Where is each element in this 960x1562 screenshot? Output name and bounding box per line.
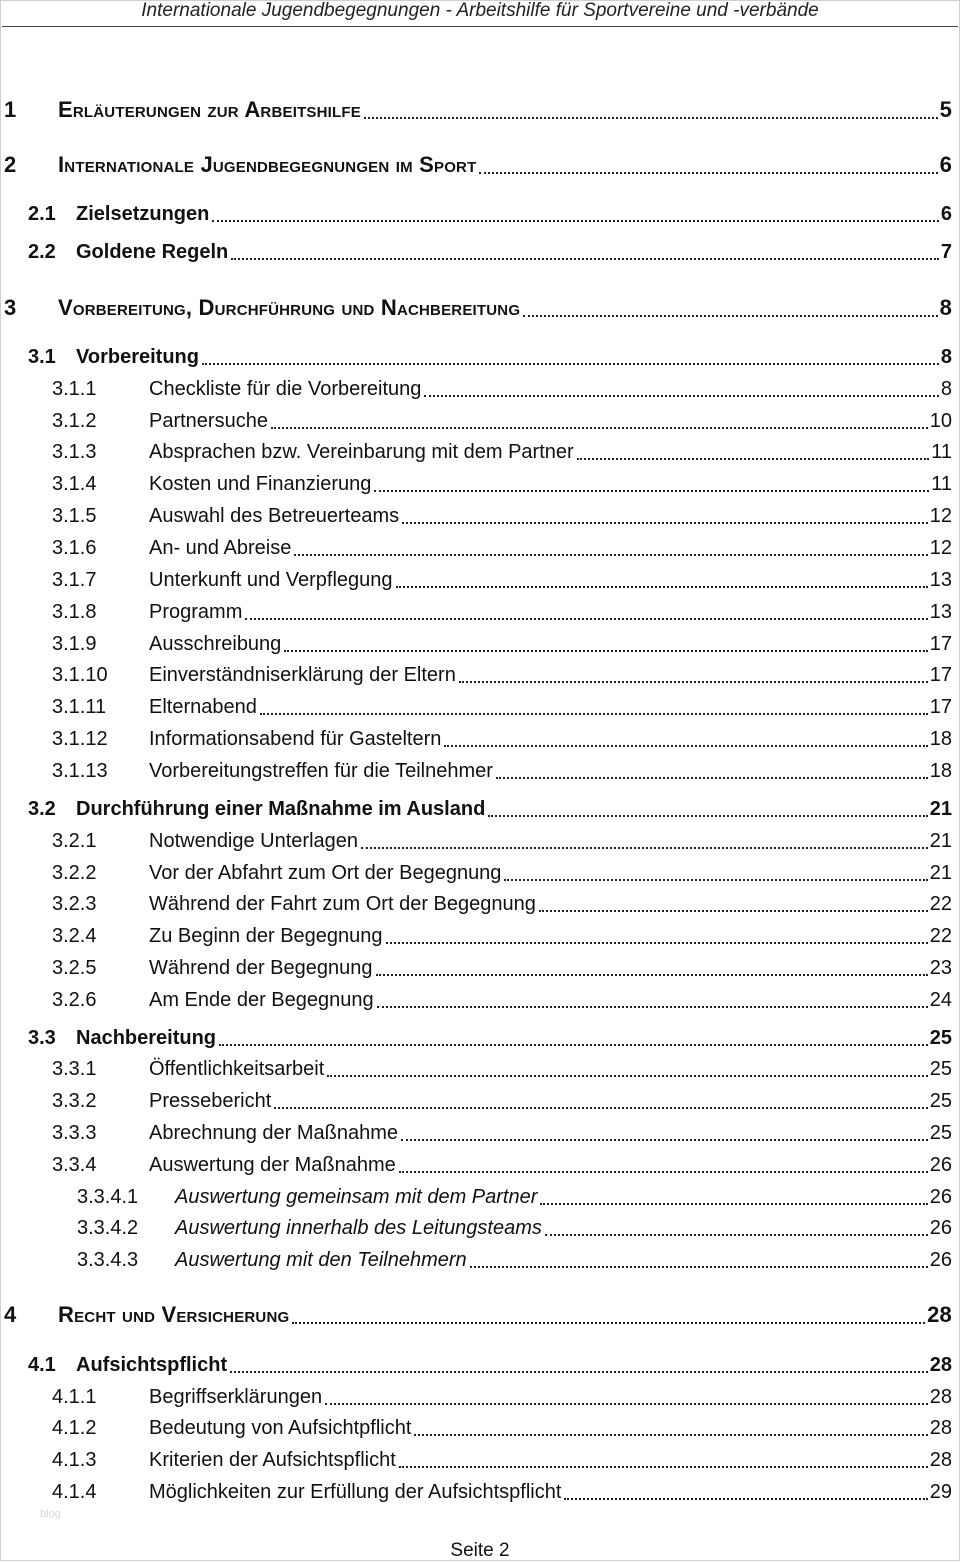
- toc-entry-title: Internationale Jugendbegegnungen im Sport: [58, 152, 477, 177]
- dot-leader: [377, 1006, 928, 1008]
- toc-entry-number: 3.1.10: [52, 664, 108, 686]
- toc-entry-title: Kriterien der Aufsichtspflicht: [149, 1449, 396, 1471]
- toc-entry[interactable]: [0, 664, 960, 687]
- dot-leader: [292, 1322, 925, 1324]
- toc-entry-title: Notwendige Unterlagen: [149, 830, 359, 852]
- toc-entry-page: 24: [929, 989, 952, 1011]
- header-rule: [2, 26, 958, 27]
- dot-leader: [539, 910, 928, 912]
- toc-entry[interactable]: [0, 152, 960, 178]
- toc-entry[interactable]: [0, 798, 960, 821]
- toc-entry-number: 3.1.3: [52, 441, 97, 463]
- toc-entry[interactable]: [0, 925, 960, 948]
- toc-entry-title: Unterkunft und Verpflegung: [149, 569, 393, 591]
- toc-entry[interactable]: [0, 957, 960, 980]
- toc-entry-title: Bedeutung von Aufsichtpflicht: [149, 1417, 412, 1439]
- dot-leader: [401, 1139, 928, 1141]
- toc-entry-title: Während der Begegnung: [149, 957, 373, 979]
- toc-entry[interactable]: [0, 1186, 960, 1209]
- toc-entry-page: 21: [929, 830, 952, 852]
- dot-leader: [274, 1107, 927, 1109]
- toc-entry-page: 28: [929, 1417, 952, 1439]
- toc-entry-page: 13: [929, 569, 952, 591]
- toc-entry-number: 3.2.5: [52, 957, 97, 979]
- dot-leader: [361, 847, 928, 849]
- toc-entry[interactable]: [0, 1154, 960, 1177]
- toc-entry-number: 3.1.8: [52, 601, 97, 623]
- toc-entry-number: 3.3.4.2: [77, 1217, 139, 1239]
- toc-entry-page: 26: [929, 1217, 952, 1239]
- dot-leader: [488, 815, 927, 817]
- toc-entry-page: 13: [929, 601, 952, 623]
- dot-leader: [230, 1371, 928, 1373]
- toc-entry-title: Durchführung einer Maßnahme im Ausland: [76, 798, 486, 820]
- toc-entry-page: 25: [929, 1122, 952, 1144]
- toc-entry-page: 28: [929, 1354, 952, 1376]
- toc-entry[interactable]: [0, 633, 960, 656]
- toc-entry-title: Absprachen bzw. Vereinbarung mit dem Partner: [149, 441, 574, 463]
- toc-entry-title: Zielsetzungen: [76, 203, 210, 225]
- toc-entry-number: 4.1.2: [52, 1417, 97, 1439]
- toc-entry[interactable]: [0, 241, 960, 264]
- toc-entry-page: 28: [929, 1386, 952, 1408]
- toc-entry-title: Informationsabend für Gasteltern: [149, 728, 442, 750]
- toc-entry-title: Während der Fahrt zum Ort der Begegnung: [149, 893, 536, 915]
- dot-leader: [496, 777, 928, 779]
- dot-leader: [504, 879, 927, 881]
- toc-entry-page: 28: [927, 1302, 952, 1327]
- toc-entry-page: 23: [929, 957, 952, 979]
- toc-entry-title: Goldene Regeln: [76, 241, 229, 263]
- toc-entry[interactable]: [0, 1249, 960, 1272]
- toc-entry[interactable]: [0, 1354, 960, 1377]
- toc-entry[interactable]: [0, 97, 960, 123]
- toc-entry[interactable]: [0, 1027, 960, 1050]
- toc-entry[interactable]: [0, 295, 960, 321]
- toc-entry-page: 25: [929, 1090, 952, 1112]
- toc-entry-number: 3: [4, 295, 17, 320]
- toc-entry-title: Aufsichtspflicht: [76, 1354, 228, 1376]
- toc-entry[interactable]: [0, 473, 960, 496]
- toc-entry-number: 3.2.1: [52, 830, 97, 852]
- toc-entry-title: Vorbereitungstreffen für die Teilnehmer: [149, 760, 493, 782]
- toc-entry-number: 2: [4, 152, 17, 177]
- toc-entry-page: 21: [929, 862, 952, 884]
- toc-entry-number: 3.1.7: [52, 569, 97, 591]
- toc-entry-number: 3.2: [28, 798, 56, 820]
- toc-entry[interactable]: [0, 1217, 960, 1240]
- toc-entry-number: 3.1.2: [52, 410, 97, 432]
- watermark: blog: [40, 1508, 61, 1520]
- toc-entry-page: 8: [940, 378, 952, 400]
- toc-entry[interactable]: [0, 760, 960, 783]
- toc-entry[interactable]: [0, 1386, 960, 1409]
- toc-entry-page: 26: [929, 1186, 952, 1208]
- dot-leader: [327, 1075, 927, 1077]
- toc-entry-number: 4.1: [28, 1354, 56, 1376]
- toc-entry[interactable]: [0, 569, 960, 592]
- dot-leader: [540, 1203, 927, 1205]
- toc-entry-title: Einverständniserklärung der Eltern: [149, 664, 456, 686]
- toc-entry-page: 11: [931, 441, 952, 463]
- dot-leader: [402, 522, 928, 524]
- toc-entry-title: Am Ende der Begegnung: [149, 989, 374, 1011]
- dot-leader: [523, 315, 937, 317]
- toc-entry-number: 3.3.4: [52, 1154, 97, 1176]
- dot-leader: [424, 395, 939, 397]
- dot-leader: [470, 1266, 928, 1268]
- toc-entry-title: Auswertung der Maßnahme: [149, 1154, 396, 1176]
- dot-leader: [245, 618, 927, 620]
- toc-entry[interactable]: [0, 1122, 960, 1145]
- toc-entry-number: 3.1.13: [52, 760, 108, 782]
- toc-entry[interactable]: [0, 505, 960, 528]
- toc-entry-title: Auswertung innerhalb des Leitungsteams: [175, 1217, 542, 1239]
- toc-entry-number: 3.2.2: [52, 862, 97, 884]
- toc-entry-title: Nachbereitung: [76, 1027, 217, 1049]
- toc-entry-page: 18: [929, 760, 952, 782]
- dot-leader: [294, 554, 927, 556]
- toc-entry-number: 3.3.1: [52, 1058, 97, 1080]
- dot-leader: [459, 681, 928, 683]
- toc-entry[interactable]: [0, 601, 960, 624]
- toc-entry-number: 3.2.4: [52, 925, 97, 947]
- toc-entry-title: Pressebericht: [149, 1090, 272, 1112]
- toc-entry-number: 2.2: [28, 241, 56, 263]
- toc-entry-page: 8: [940, 346, 952, 368]
- toc-entry[interactable]: [0, 537, 960, 560]
- toc-entry[interactable]: [0, 1090, 960, 1113]
- dot-leader: [399, 1466, 928, 1468]
- toc-entry-title: Erläuterungen zur Arbeitshilfe: [58, 97, 361, 122]
- toc-entry[interactable]: [0, 1302, 960, 1328]
- toc-entry-title: Ausschreibung: [149, 633, 282, 655]
- dot-leader: [212, 220, 939, 222]
- toc-entry-page: 25: [929, 1058, 952, 1080]
- dot-leader: [325, 1403, 928, 1405]
- toc-entry-page: 21: [929, 798, 952, 820]
- toc-entry-number: 3.3.2: [52, 1090, 97, 1112]
- toc-entry-number: 3.3.4.3: [77, 1249, 139, 1271]
- toc-entry-page: 6: [940, 203, 952, 225]
- toc-entry-title: Checkliste für die Vorbereitung: [149, 378, 422, 400]
- toc-entry[interactable]: [0, 410, 960, 433]
- toc-entry-page: 8: [939, 295, 952, 320]
- dot-leader: [564, 1498, 927, 1500]
- toc-entry-page: 28: [929, 1449, 952, 1471]
- toc-entry-number: 3.1.1: [52, 378, 97, 400]
- toc-entry[interactable]: [0, 728, 960, 751]
- toc-entry[interactable]: [0, 1058, 960, 1081]
- toc-entry-number: 3.3.4.1: [77, 1186, 139, 1208]
- toc-entry[interactable]: [0, 862, 960, 885]
- toc-entry-title: Recht und Versicherung: [58, 1302, 290, 1327]
- dot-leader: [374, 490, 929, 492]
- toc-entry-page: 5: [939, 97, 952, 122]
- toc-entry-title: Vorbereitung: [76, 346, 199, 368]
- dot-leader: [396, 586, 928, 588]
- dot-leader: [414, 1434, 927, 1436]
- toc-entry-page: 11: [931, 473, 952, 495]
- toc-entry-number: 4.1.1: [52, 1386, 97, 1408]
- toc-entry-title: Möglichkeiten zur Erfüllung der Aufsichtspflicht: [149, 1481, 562, 1503]
- toc-entry-page: 10: [929, 410, 952, 432]
- toc-entry-title: Kosten und Finanzierung: [149, 473, 372, 495]
- toc-entry-number: 2.1: [28, 203, 56, 225]
- toc-entry-page: 26: [929, 1249, 952, 1271]
- dot-leader: [231, 258, 939, 260]
- toc-entry-title: Auswertung mit den Teilnehmern: [175, 1249, 467, 1271]
- dot-leader: [284, 650, 927, 652]
- toc-entry-number: 3.3: [28, 1027, 56, 1049]
- dot-leader: [545, 1234, 928, 1236]
- toc-entry-number: 3.2.6: [52, 989, 97, 1011]
- toc-entry-title: Auswahl des Betreuerteams: [149, 505, 400, 527]
- page-number-footer: Seite 2: [450, 1540, 510, 1561]
- toc-entry[interactable]: [0, 696, 960, 719]
- toc-entry-page: 17: [929, 633, 952, 655]
- dot-leader: [376, 974, 928, 976]
- dot-leader: [386, 942, 928, 944]
- toc-entry-page: 29: [929, 1481, 952, 1503]
- toc-entry-page: 17: [929, 664, 952, 686]
- toc-entry-page: 25: [929, 1027, 952, 1049]
- toc-entry-page: 22: [929, 925, 952, 947]
- toc-entry-number: 3.1.9: [52, 633, 97, 655]
- toc-entry-title: Abrechnung der Maßnahme: [149, 1122, 399, 1144]
- toc-entry-page: 22: [929, 893, 952, 915]
- toc-entry-number: 1: [4, 97, 17, 122]
- toc-entry-title: Auswertung gemeinsam mit dem Partner: [175, 1186, 538, 1208]
- toc-entry-title: Zu Beginn der Begegnung: [149, 925, 383, 947]
- toc-entry-page: 12: [929, 537, 952, 559]
- toc-entry-number: 3.1: [28, 346, 56, 368]
- dot-leader: [271, 427, 928, 429]
- dot-leader: [399, 1171, 928, 1173]
- toc-entry-title: Partnersuche: [149, 410, 268, 432]
- toc-entry-title: Vor der Abfahrt zum Ort der Begegnung: [149, 862, 502, 884]
- toc-entry-number: 4.1.3: [52, 1449, 97, 1471]
- toc-entry-title: Programm: [149, 601, 243, 623]
- toc-entry[interactable]: [0, 378, 960, 401]
- toc-entry[interactable]: [0, 1481, 960, 1504]
- dot-leader: [202, 363, 939, 365]
- toc-entry[interactable]: [0, 989, 960, 1012]
- dot-leader: [444, 745, 927, 747]
- toc-entry-page: 26: [929, 1154, 952, 1176]
- toc-entry-title: Öffentlichkeitsarbeit: [149, 1058, 325, 1080]
- toc-entry[interactable]: [0, 1417, 960, 1440]
- toc-entry-number: 3.1.12: [52, 728, 108, 750]
- toc-entry[interactable]: [0, 441, 960, 464]
- toc-entry-page: 17: [929, 696, 952, 718]
- toc-entry-page: 12: [929, 505, 952, 527]
- toc-entry-number: 3.1.11: [52, 696, 107, 718]
- toc-entry-number: 3.1.5: [52, 505, 97, 527]
- toc-entry[interactable]: [0, 346, 960, 369]
- toc-entry-number: 4: [4, 1302, 17, 1327]
- toc-entry-page: 7: [940, 241, 952, 263]
- dot-leader: [364, 117, 938, 119]
- toc-entry[interactable]: [0, 893, 960, 916]
- toc-entry-title: Vorbereitung, Durchführung und Nachbereitung: [58, 295, 521, 320]
- toc-entry[interactable]: [0, 830, 960, 853]
- toc-entry-number: 3.1.4: [52, 473, 97, 495]
- dot-leader: [577, 458, 930, 460]
- toc-entry[interactable]: [0, 203, 960, 226]
- running-header: Internationale Jugendbegegnungen - Arbeitshilfe für Sportvereine und -verbände: [141, 0, 819, 21]
- dot-leader: [260, 713, 928, 715]
- toc-entry-number: 4.1.4: [52, 1481, 97, 1503]
- toc-entry-page: 18: [929, 728, 952, 750]
- toc-entry-title: An- und Abreise: [149, 537, 292, 559]
- toc-entry-title: Elternabend: [149, 696, 257, 718]
- toc-entry-number: 3.1.6: [52, 537, 97, 559]
- dot-leader: [479, 172, 937, 174]
- toc-entry[interactable]: [0, 1449, 960, 1472]
- toc-entry-number: 3.3.3: [52, 1122, 97, 1144]
- dot-leader: [219, 1044, 928, 1046]
- toc-entry-title: Begriffserklärungen: [149, 1386, 323, 1408]
- toc-entry-number: 3.2.3: [52, 893, 97, 915]
- toc-entry-page: 6: [939, 152, 952, 177]
